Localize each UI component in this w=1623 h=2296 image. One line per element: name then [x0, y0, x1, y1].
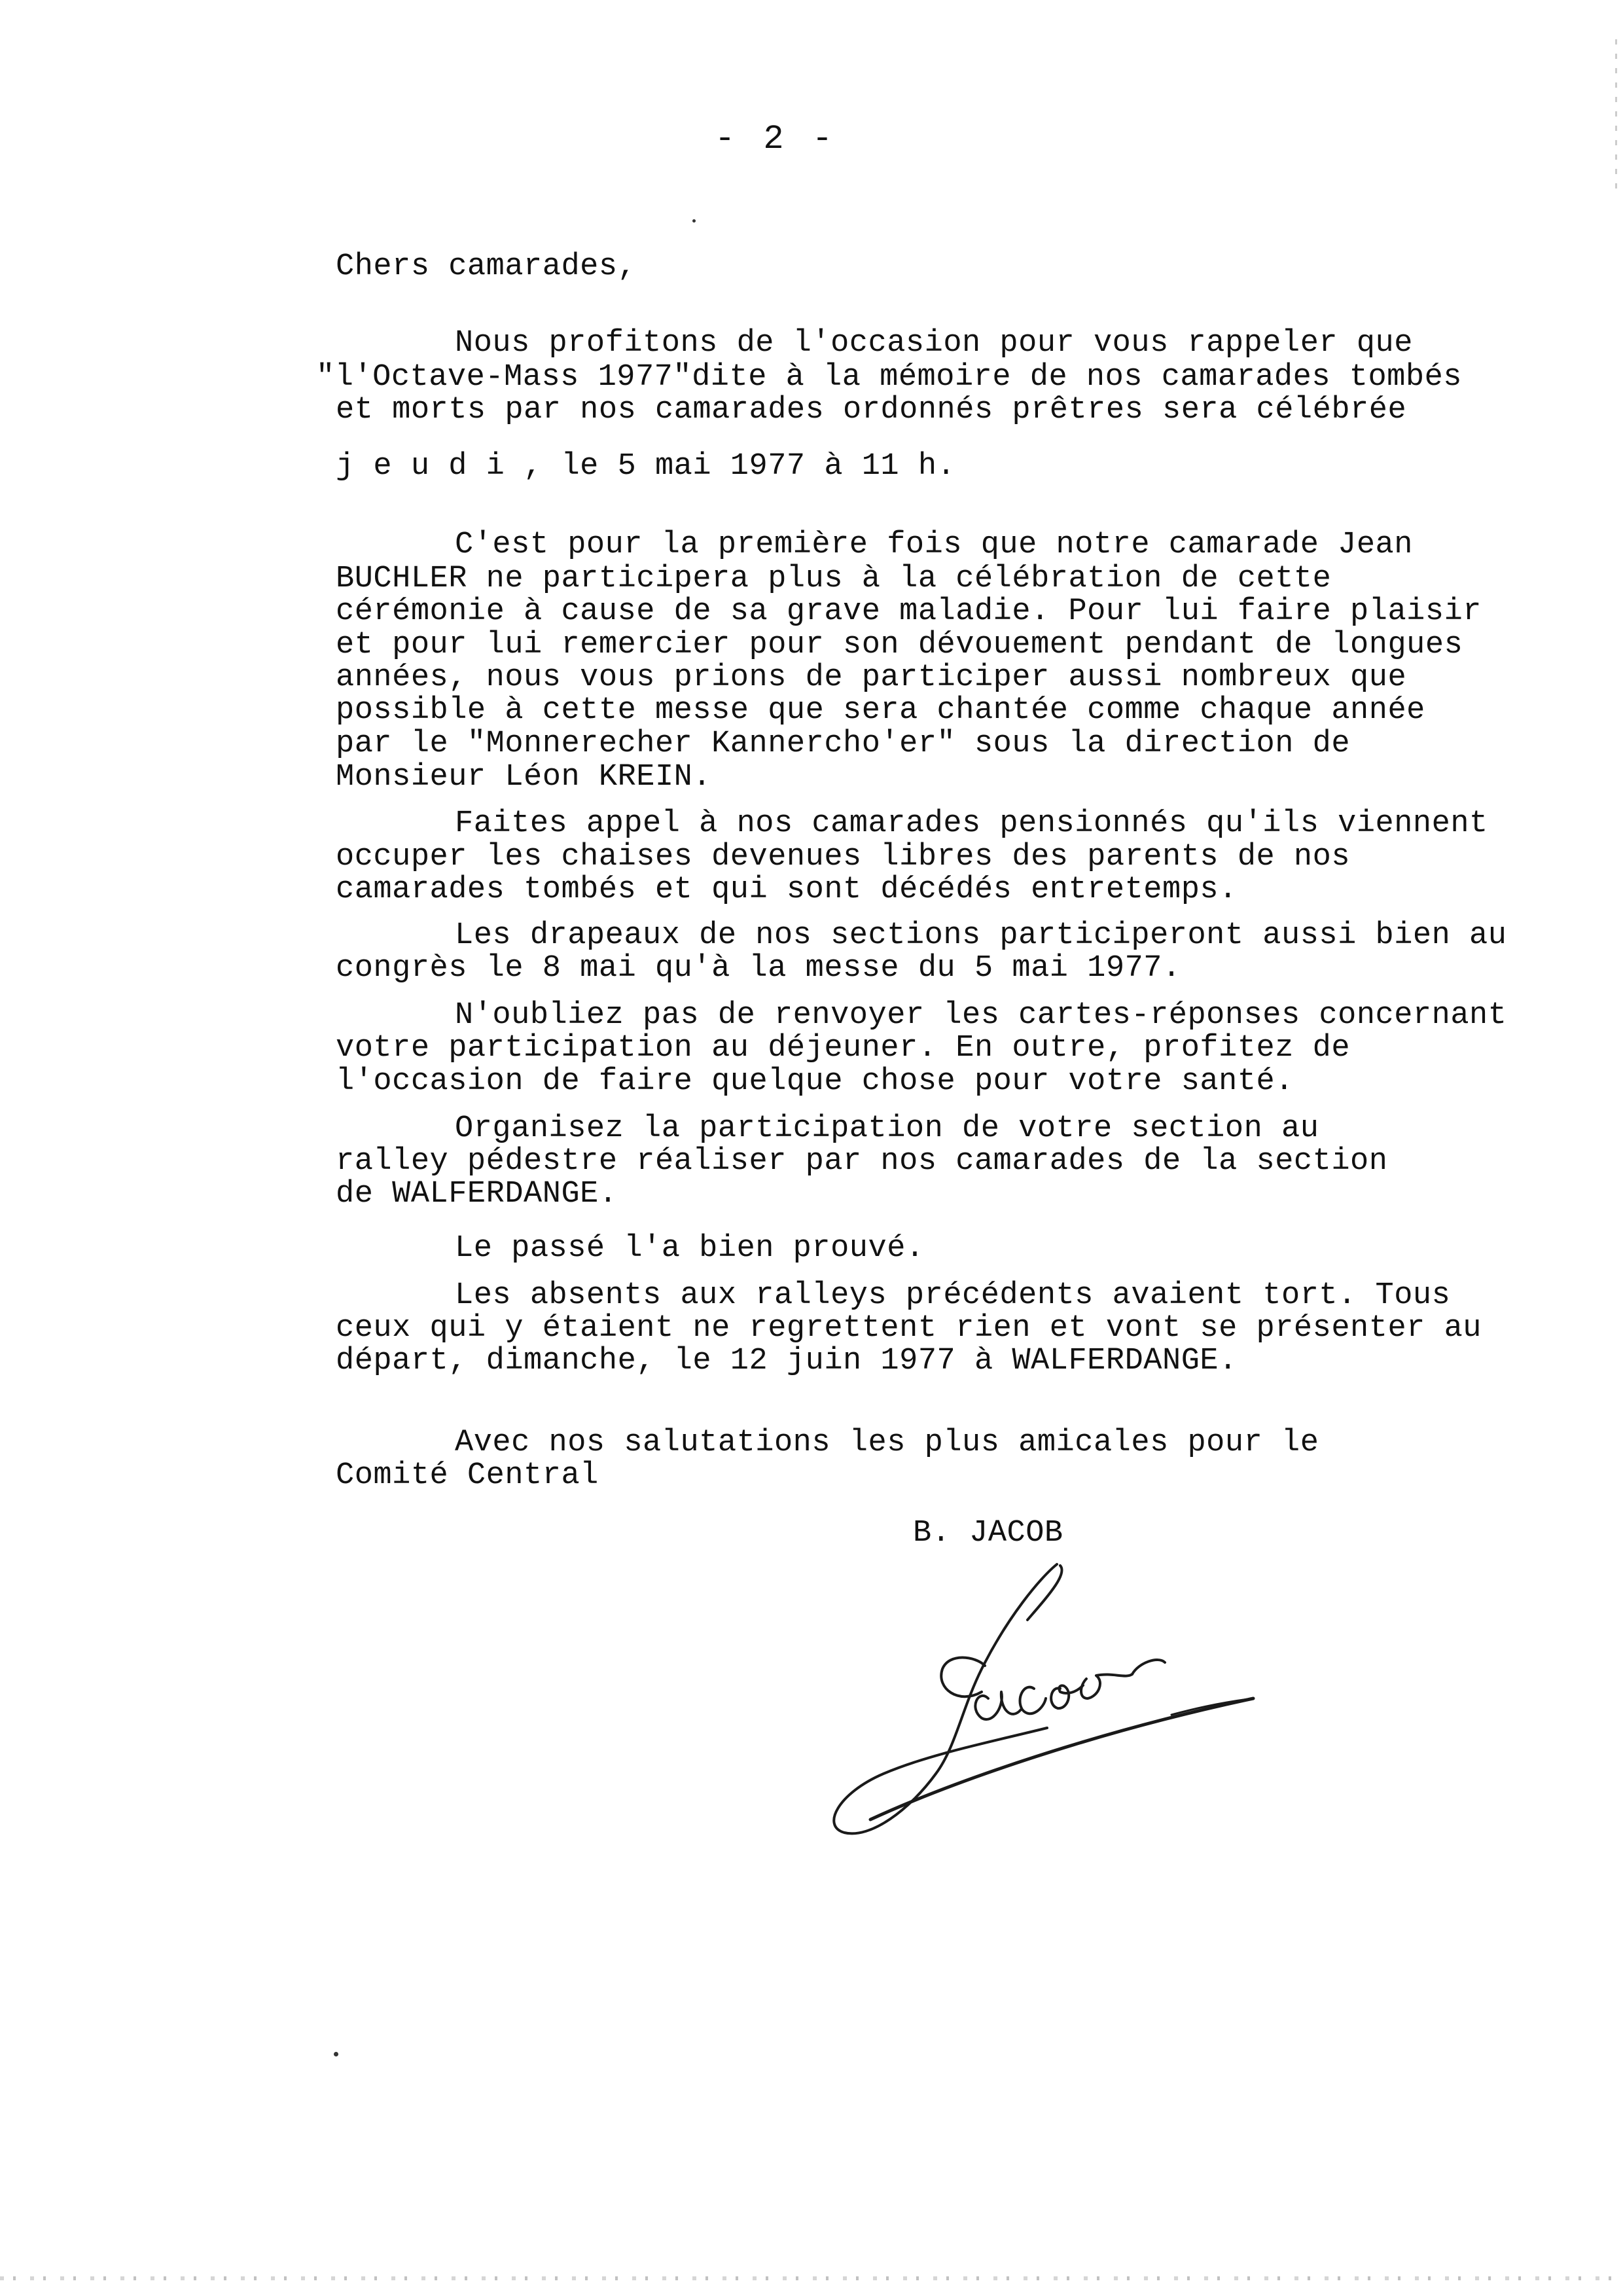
closing-line-2: Comité Central [336, 1458, 599, 1493]
paragraph-2-line-6: possible à cette messe que sera chantée comme chaque année [336, 693, 1425, 728]
paragraph-5-line-2: votre participation au déjeuner. En outre, profitez de [336, 1031, 1351, 1066]
paragraph-2-line-1: C'est pour la première fois que notre camarade Jean [455, 528, 1413, 562]
signatory-name: B. JACOB [913, 1516, 1063, 1551]
scan-speck [334, 2052, 338, 2056]
paragraph-2-line-5: années, nous vous prions de participer aussi nombreux que [336, 660, 1407, 695]
paragraph-6-line-3: de WALFERDANGE. [336, 1177, 618, 1211]
paragraph-5-line-3: l'occasion de faire quelque chose pour votre santé. [336, 1064, 1294, 1099]
handwritten-signature [825, 1558, 1296, 1872]
paragraph-8-line-1: Les absents aux ralleys précédents avaient tort. Tous [455, 1278, 1451, 1313]
paragraph-8-line-3: départ, dimanche, le 12 juin 1977 à WALFERDANGE. [336, 1344, 1238, 1378]
paragraph-3-line-3: camarades tombés et qui sont décédés entretemps. [336, 872, 1238, 907]
paragraph-2-line-3: cérémonie à cause de sa grave maladie. Pour lui faire plaisir [336, 594, 1482, 629]
scan-edge-noise [1615, 39, 1617, 190]
scan-speck [692, 219, 696, 223]
paragraph-2-line-7: par le "Monnerecher Kannercho'er" sous la direction de [336, 726, 1351, 761]
paragraph-2-line-4: et pour lui remercier pour son dévouement pendant de longues [336, 628, 1463, 662]
paragraph-6-line-2: ralley pédestre réaliser par nos camarades de la section [336, 1144, 1388, 1179]
closing-line-1: Avec nos salutations les plus amicales pour le [455, 1426, 1319, 1460]
paragraph-1-line-1: Nous profitons de l'occasion pour vous rappeler que [455, 326, 1413, 361]
page-number: - 2 - [715, 120, 837, 158]
scan-edge-noise [0, 2276, 1623, 2280]
paragraph-8-line-2: ceux qui y étaient ne regrettent rien et vont se présenter au [336, 1311, 1482, 1346]
date-line: j e u d i , le 5 mai 1977 à 11 h. [336, 449, 956, 484]
paragraph-6-line-1: Organisez la participation de votre section au [455, 1111, 1319, 1146]
paragraph-2-line-2: BUCHLER ne participera plus à la célébration de cette [336, 562, 1332, 596]
paragraph-2-line-8: Monsieur Léon KREIN. [336, 760, 712, 795]
paragraph-1-line-2: "l'Octave-Mass 1977"dite à la mémoire de nos camarades tombés [316, 360, 1462, 395]
paragraph-4-line-1: Les drapeaux de nos sections participeront aussi bien au [455, 918, 1507, 953]
paragraph-7-line-1: Le passé l'a bien prouvé. [455, 1231, 925, 1266]
paragraph-4-line-2: congrès le 8 mai qu'à la messe du 5 mai 1977. [336, 951, 1181, 986]
salutation: Chers camarades, [336, 249, 637, 284]
paragraph-5-line-1: N'oubliez pas de renvoyer les cartes-réponses concernant [455, 998, 1507, 1033]
paragraph-3-line-1: Faites appel à nos camarades pensionnés qu'ils viennent [455, 806, 1488, 841]
paragraph-3-line-2: occuper les chaises devenues libres des parents de nos [336, 840, 1351, 874]
paragraph-1-line-3: et morts par nos camarades ordonnés prêtres sera célébrée [336, 393, 1407, 427]
